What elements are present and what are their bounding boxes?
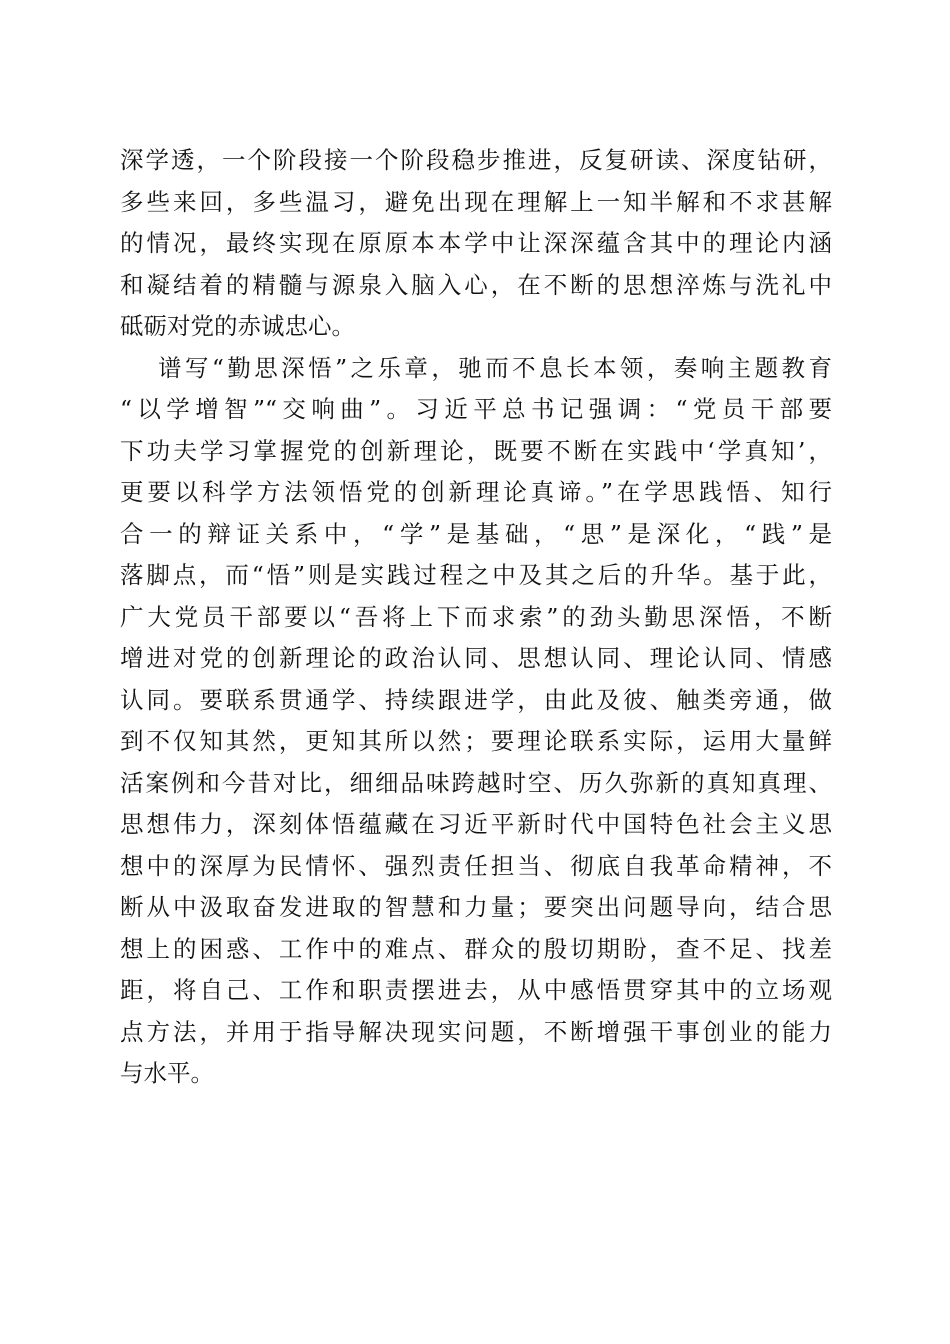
text-line: 深学透，一个阶段接一个阶段稳步推进，反复研读、深度钻研， — [120, 146, 832, 174]
text-line: 距，将自己、工作和职责摆进去，从中感悟贯穿其中的立场观 — [120, 976, 832, 1004]
text-line: 的情况，最终实现在原原本本学中让深深蕴含其中的理论内涵 — [120, 229, 832, 257]
text-line: 想中的深厚为民情怀、强烈责任担当、彻底自我革命精神，不 — [120, 851, 832, 880]
text-line: 到不仅知其然，更知其所以然；要理论联系实际，运用大量鲜 — [120, 727, 832, 755]
text-line: “以学增智”“交响曲”。习近平总书记强调：“党员干部要 — [120, 395, 832, 423]
document-body — [120, 140, 832, 1095]
paragraph-2 — [120, 348, 832, 1095]
text-line: 思想伟力，深刻体悟蕴藏在习近平新时代中国特色社会主义思 — [120, 810, 832, 838]
text-line: 与水平。 — [120, 1059, 214, 1087]
text-line: 广大党员干部要以“吾将上下而求索”的劲头勤思深悟，不断 — [120, 602, 832, 631]
text-line: 砥砺对党的赤诚忠心。 — [120, 312, 355, 340]
text-line: 下功夫学习掌握党的创新理论，既要不断在实践中‘学真知’， — [120, 436, 832, 465]
text-line: 点方法，并用于指导解决现实问题，不断增强干事创业的能力 — [120, 1017, 832, 1046]
text-line: 认同。要联系贯通学、持续跟进学，由此及彼、触类旁通，做 — [120, 685, 832, 714]
text-line: 更要以科学方法领悟党的创新理论真谛。”在学思践悟、知行 — [120, 478, 832, 506]
paragraph-1 — [120, 140, 832, 348]
text-line: 和凝结着的精髓与源泉入脑入心，在不断的思想淬炼与洗礼中 — [120, 270, 832, 299]
text-line: 多些来回，多些温习，避免出现在理解上一知半解和不求甚解 — [120, 187, 832, 216]
text-line: 断从中汲取奋发进取的智慧和力量；要突出问题导向，结合思 — [120, 893, 832, 921]
text-line: 合一的辩证关系中，“学”是基础，“思”是深化，“践”是 — [120, 519, 832, 548]
text-line: 想上的困惑、工作中的难点、群众的殷切期盼，查不足、找差 — [120, 934, 832, 963]
text-line: 活案例和今昔对比，细细品味跨越时空、历久弥新的真知真理、 — [120, 768, 832, 797]
text-line: 落脚点，而“悟”则是实践过程之中及其之后的升华。基于此， — [120, 561, 832, 589]
text-line: 增进对党的创新理论的政治认同、思想认同、理论认同、情感 — [120, 644, 832, 672]
text-line: 谱写“勤思深悟”之乐章，驰而不息长本领，奏响主题教育 — [158, 353, 832, 382]
